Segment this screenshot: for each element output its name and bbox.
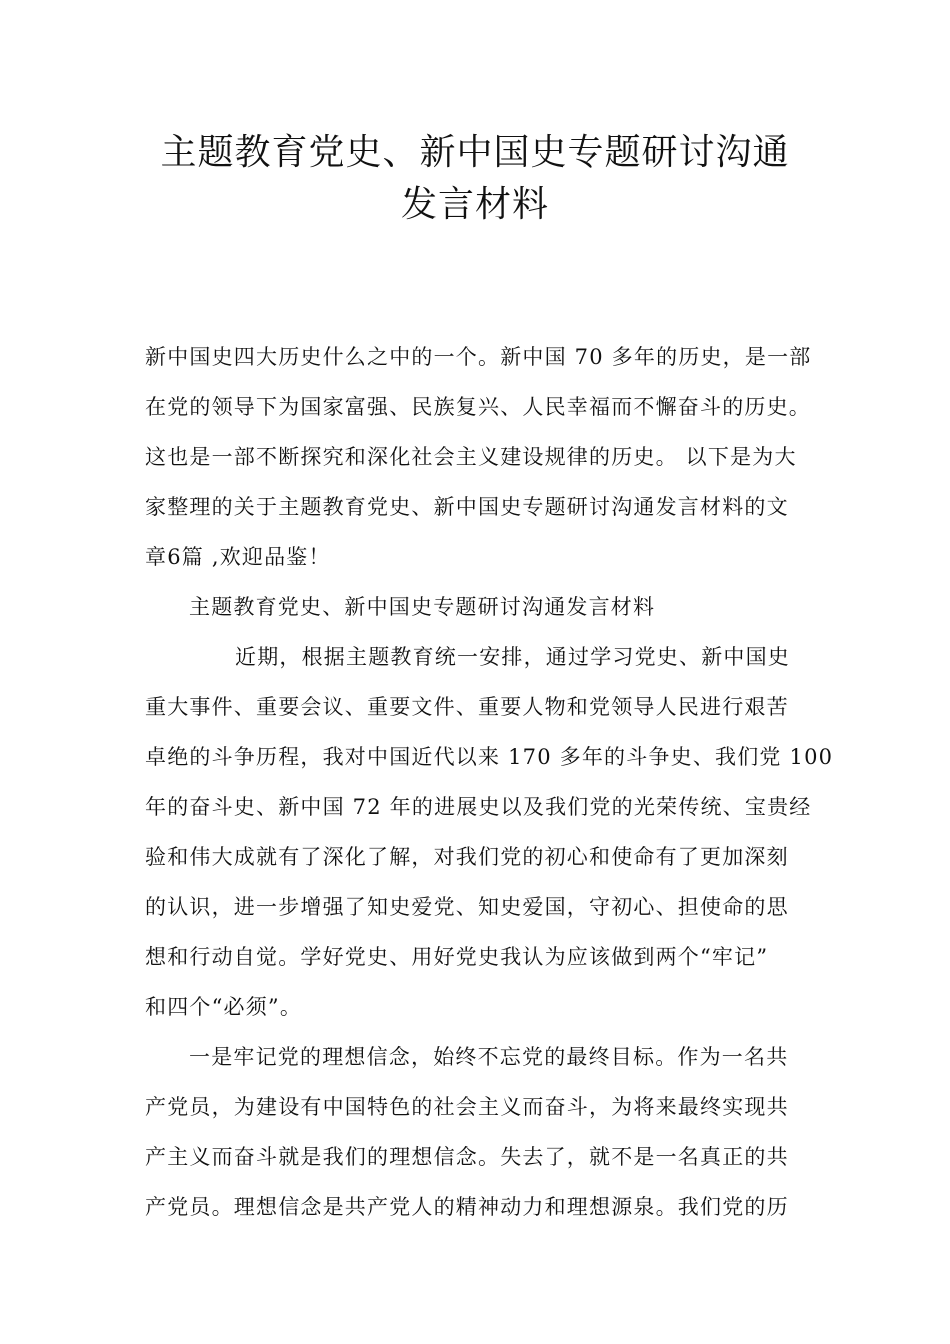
paragraph-line: 章6篇 ,欢迎品鉴！ bbox=[145, 545, 331, 569]
paragraph-line: 重大事件、重要会议、重要文件、重要人物和党领导人民进行艰苦 bbox=[145, 695, 789, 719]
paragraph-line: 验和伟大成就有了深化了解，对我们党的初心和使命有了更加深刻 bbox=[145, 845, 789, 869]
document-title-line-1: 主题教育党史、新中国史专题研讨沟通 bbox=[160, 132, 790, 173]
paragraph-line: 的认识，进一步增强了知史爱党、知史爱国，守初心、担使命的思 bbox=[145, 895, 789, 919]
paragraph-line: 新中国史四大历史什么之中的一个。新中国 70 多年的历史，是一部 bbox=[145, 345, 812, 369]
paragraph-line: 和四个“必须”。 bbox=[145, 995, 303, 1019]
section-heading: 主题教育党史、新中国史专题研讨沟通发言材料 bbox=[189, 595, 656, 619]
paragraph-line: 家整理的关于主题教育党史、新中国史专题研讨沟通发言材料的文 bbox=[145, 495, 789, 519]
paragraph-line: 产党员，为建设有中国特色的社会主义而奋斗，为将来最终实现共 bbox=[145, 1095, 789, 1119]
paragraph-line: 一是牢记党的理想信念，始终不忘党的最终目标。作为一名共 bbox=[189, 1045, 789, 1069]
document-body bbox=[145, 332, 834, 1232]
intro-paragraph bbox=[145, 332, 825, 582]
paragraph-line: 这也是一部不断探究和深化社会主义建设规律的历史。 以下是为大 bbox=[145, 445, 797, 469]
paragraph-line: 年的奋斗史、新中国 72 年的进展史以及我们党的光荣传统、宝贵经 bbox=[145, 795, 812, 819]
body-paragraph-1 bbox=[145, 632, 834, 1032]
paragraph-line: 产党员。理想信念是共产党人的精神动力和理想源泉。我们党的历 bbox=[145, 1195, 789, 1219]
paragraph-line: 卓绝的斗争历程，我对中国近代以来 170 多年的斗争史、我们党 100 bbox=[145, 745, 834, 769]
paragraph-line: 近期，根据主题教育统一安排，通过学习党史、新中国史 bbox=[235, 645, 790, 669]
body-paragraph-2 bbox=[145, 1032, 825, 1232]
section-heading-paragraph bbox=[145, 582, 825, 632]
document-title-line-2: 发言材料 bbox=[400, 184, 549, 225]
paragraph-line: 产主义而奋斗就是我们的理想信念。失去了，就不是一名真正的共 bbox=[145, 1145, 789, 1169]
paragraph-line: 想和行动自觉。学好党史、用好党史我认为应该做到两个“牢记” bbox=[145, 945, 769, 969]
paragraph-line: 在党的领导下为国家富强、民族复兴、人民幸福而不懈奋斗的历史。 bbox=[145, 395, 811, 419]
